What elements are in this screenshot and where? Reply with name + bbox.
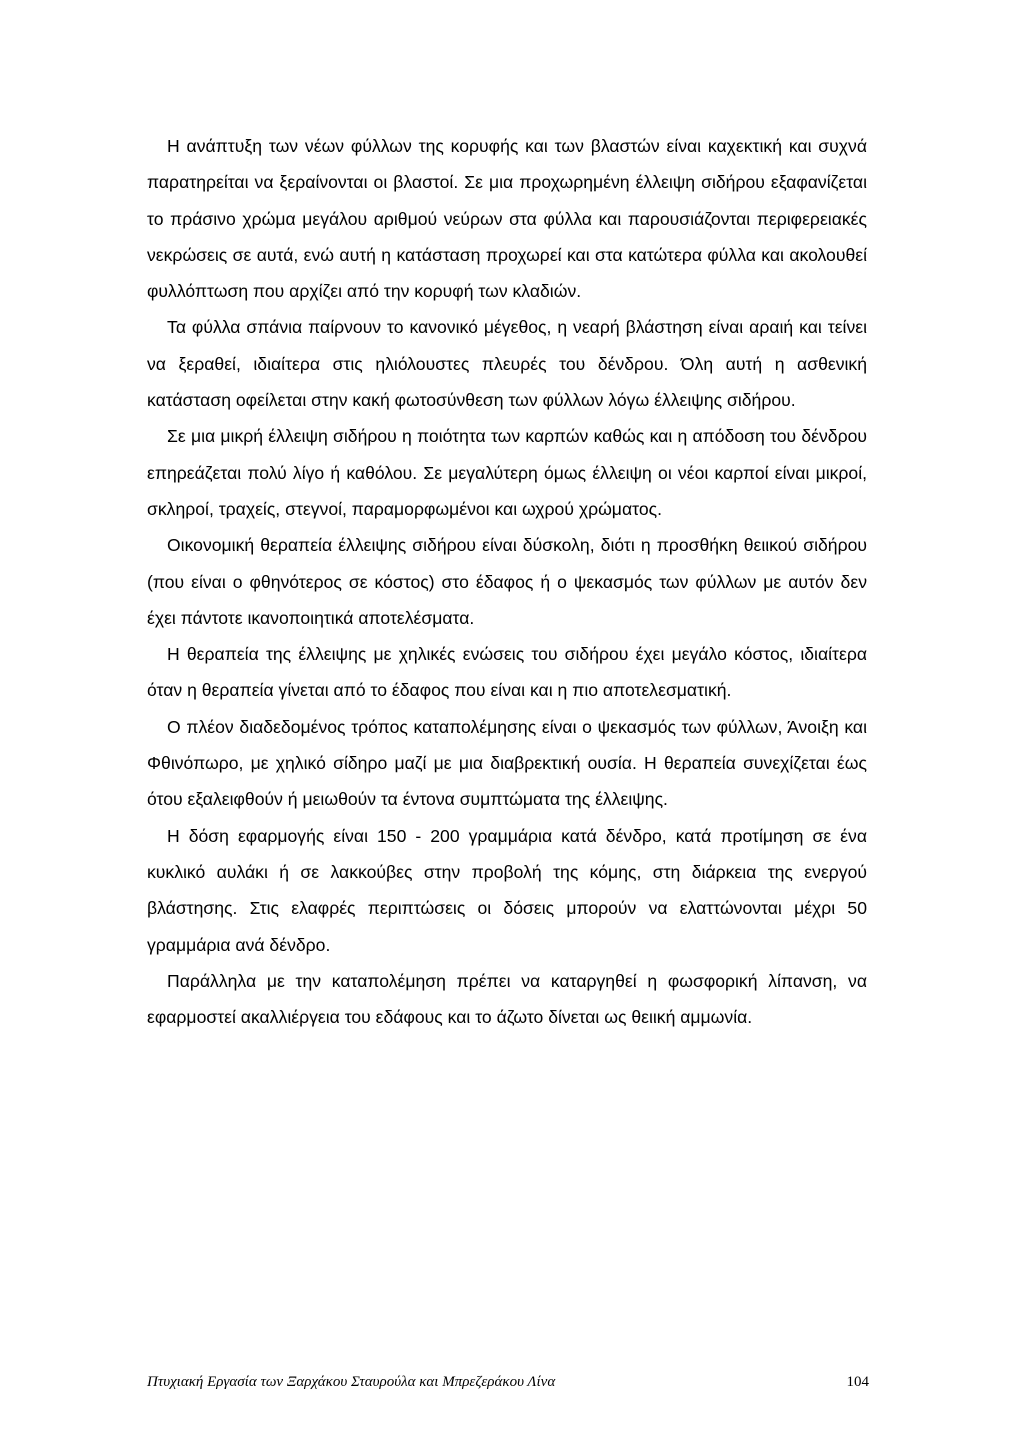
paragraph-economic-treatment: Οικονομική θεραπεία έλλειψης σιδήρου είναι δύσκολη, διότι η προσθήκη θειικού σιδήρου (που είναι ο φθηνότερος σε κόστος) στο έδαφος ή ο ψεκασμός των φύλλων με αυτόν δεν έχει πάντοτε ικανοποιητικά αποτελέσματα. bbox=[147, 535, 867, 628]
paragraph-fruit-quality: Σε μια μικρή έλλειψη σιδήρου η ποιότητα των καρπών καθώς και η απόδοση του δένδρου επηρεάζεται πολύ λίγο ή καθόλου. Σε μεγαλύτερη όμως έλλειψη οι νέοι καρποί είναι μικροί, σκληροί, τραχείς, στεγνοί, παραμορφωμένοι και ωχρού χρώματος. bbox=[147, 426, 867, 519]
paragraph-leaf-size: Τα φύλλα σπάνια παίρνουν το κανονικό μέγεθος, η νεαρή βλάστηση είναι αραιή και τείνει να ξεραθεί, ιδιαίτερα στις ηλιόλουστες πλευρές του δένδρου. Όλη αυτή η ασθενική κατάσταση οφείλεται στην κακή φωτοσύνθεση των φύλλων λόγω έλλειψης σιδήρου. bbox=[147, 317, 867, 411]
paragraph-spraying-method: Ο πλέον διαδεδομένος τρόπος καταπολέμησης είναι ο ψεκασμός των φύλλων, Άνοιξη και Φθινόπωρο, με χηλικό σίδηρο μαζί με μια διαβρεκτική ουσία. Η θεραπεία συνεχίζεται έως ότου εξαλειφθούν ή μειωθούν τα έντονα συμπτώματα της έλλειψης. bbox=[147, 716, 867, 810]
footer-title: Πτυχιακή Εργασία των Ξαρχάκου Σταυρούλα και Μπρεζεράκου Λίνα bbox=[147, 1374, 556, 1390]
paragraph-dosage: Η δόση εφαρμογής είναι 150 - 200 γραμμάρια κατά δένδρο, κατά προτίμηση σε ένα κυκλικό αυλάκι ή σε λακκούβες στην προβολή της κόμης, στη διάρκεια της ενεργού βλάστησης. Στις ελαφρές περιπτώσεις οι δόσεις μπορούν να ελαττώνονται μέχρι 50 γραμμάρια ανά δένδρο. bbox=[147, 825, 867, 955]
paragraph-chelate-treatment: Η θεραπεία της έλλειψης με χηλικές ενώσεις του σιδήρου έχει μεγάλο κόστος, ιδιαίτερα όταν η θεραπεία γίνεται από το έδαφος που είναι και η πιο αποτελεσματική. bbox=[147, 644, 867, 701]
page-number: 104 bbox=[846, 1374, 869, 1390]
body-text bbox=[147, 128, 867, 1035]
paragraph-fertilization: Παράλληλα με την καταπολέμηση πρέπει να καταργηθεί η φωσφορική λίπανση, να εφαρμοστεί ακαλλιέργεια του εδάφους και το άζωτο δίνεται ως θειική αμμωνία. bbox=[147, 970, 867, 1028]
paragraph-leaf-symptoms: Η ανάπτυξη των νέων φύλλων της κορυφής και των βλαστών είναι καχεκτική και συχνά παρατηρείται να ξεραίνονται οι βλαστοί. Σε μια προχωρημένη έλλειψη σιδήρου εξαφανίζεται το πράσινο χρώμα μεγάλου αριθμού νεύρων στα φύλλα και παρουσιάζονται περιφερειακές νεκρώσεις σε αυτά, ενώ αυτή η κατάσταση προχωρεί και στα κατώτερα φύλλα και ακολουθεί φυλλόπτωση που αρχίζει από την κορυφή των κλαδιών. bbox=[147, 136, 867, 302]
